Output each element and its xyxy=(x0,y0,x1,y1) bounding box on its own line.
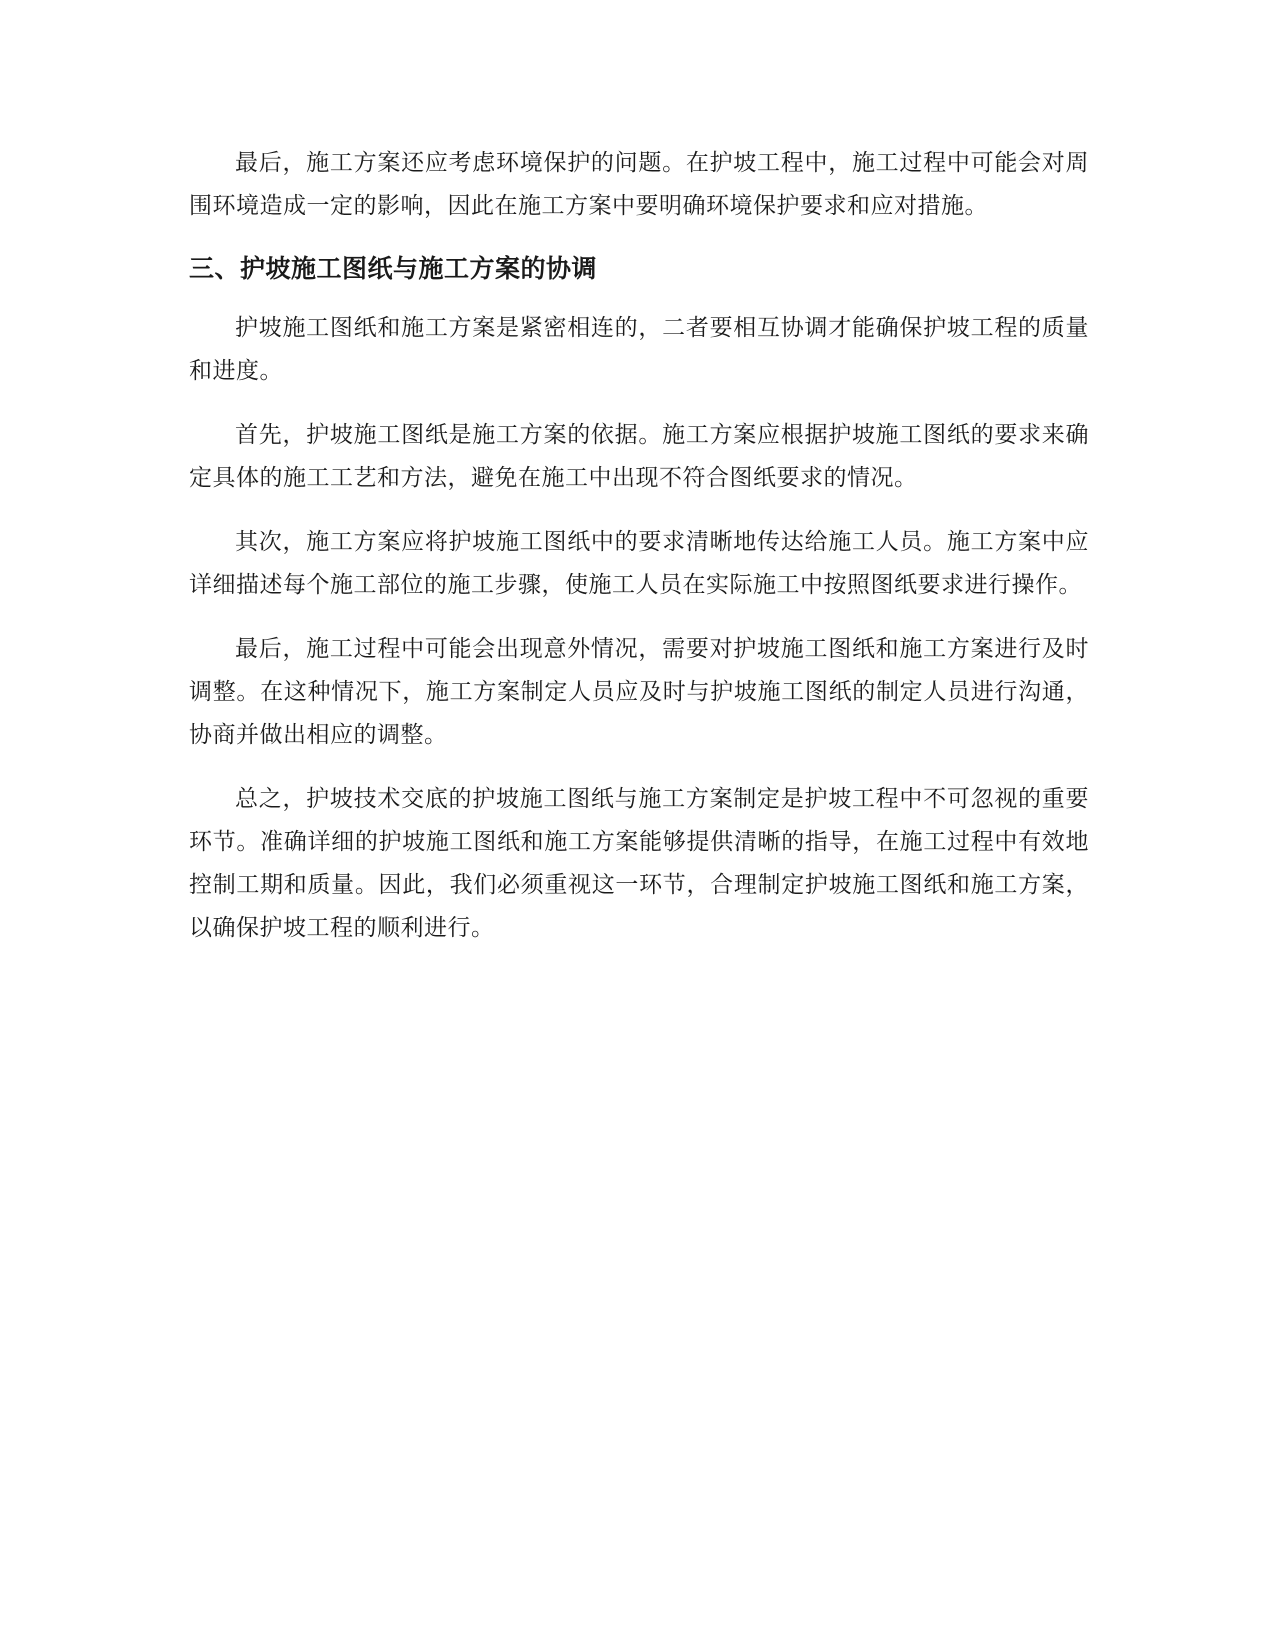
paragraph-conclusion: 总之，护坡技术交底的护坡施工图纸与施工方案制定是护坡工程中不可忽视的重要环节。准确详细的护坡施工图纸和施工方案能够提供清晰的指导，在施工过程中有效地控制工期和质量。因此，我们必须重视这一环节，合理制定护坡施工图纸和施工方案，以确保护坡工程的顺利进行。 xyxy=(189,786,1089,941)
document-body xyxy=(189,142,1089,971)
paragraph-second-point: 其次，施工方案应将护坡施工图纸中的要求清晰地传达给施工人员。施工方案中应详细描述每个施工部位的施工步骤，使施工人员在实际施工中按照图纸要求进行操作。 xyxy=(189,529,1089,598)
paragraph-first-point: 首先，护坡施工图纸是施工方案的依据。施工方案应根据护坡施工图纸的要求来确定具体的施工工艺和方法，避免在施工中出现不符合图纸要求的情况。 xyxy=(189,422,1089,491)
paragraph-environmental-protection: 最后，施工方案还应考虑环境保护的问题。在护坡工程中，施工过程中可能会对周围环境造成一定的影响，因此在施工方案中要明确环境保护要求和应对措施。 xyxy=(189,150,1089,219)
paragraph-coordination-intro: 护坡施工图纸和施工方案是紧密相连的，二者要相互协调才能确保护坡工程的质量和进度。 xyxy=(189,315,1089,384)
section-heading: 三、护坡施工图纸与施工方案的协调 xyxy=(189,254,598,283)
paragraph-last-point: 最后，施工过程中可能会出现意外情况，需要对护坡施工图纸和施工方案进行及时调整。在这种情况下，施工方案制定人员应及时与护坡施工图纸的制定人员进行沟通，协商并做出相应的调整。 xyxy=(189,636,1089,748)
